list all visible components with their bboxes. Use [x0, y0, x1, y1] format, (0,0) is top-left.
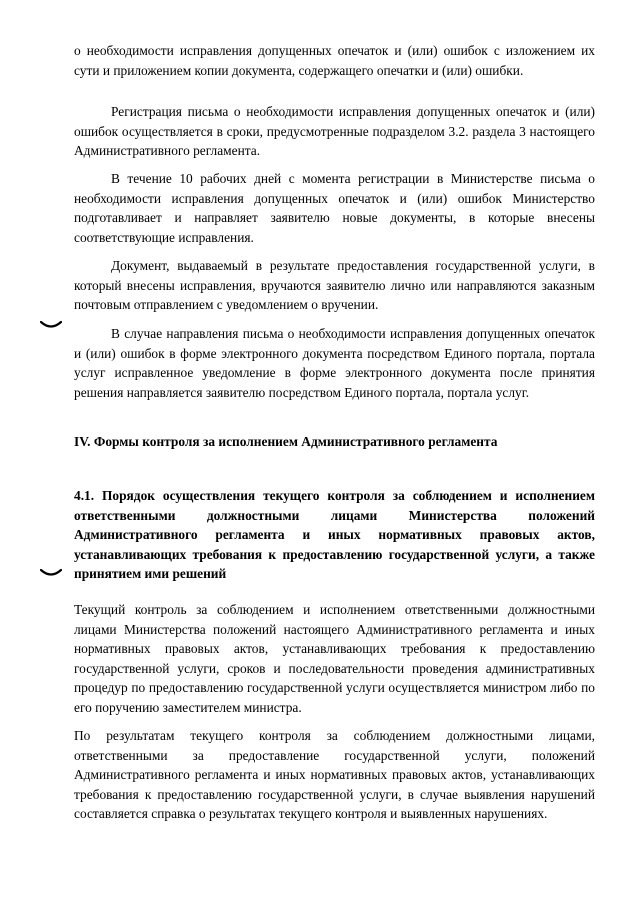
paragraph-current-control: Текущий контроль за соблюдением и исполнением ответственными должностными лицами Министерства положений настоящего Административного регламента и иных нормативных правовых актов, устанавливающих требования к предоставлению государственной услуги, сроков и последовательности проведения административных процедур по предоставлению государственной услуги осуществляется министром либо по его поручению заместителем министра. — [74, 602, 595, 715]
subsection-heading-4-1: 4.1. Порядок осуществления текущего контроля за соблюдением и исполнением ответственными должностными лицами Министерства положений Административного регламента и иных нормативных правовых актов, устанавливающих требования к предоставлению государственной услуги, а также принятием ими решений — [74, 488, 595, 581]
margin-curve-mark — [40, 320, 62, 330]
margin-curve-mark — [40, 568, 62, 578]
paragraph-electronic-form: В случае направления письма о необходимости исправления допущенных опечаток и (или) ошибок в форме электронного документа посредством Единого портала, портала услуг исправленное уведомление в форме электронного документа после принятия решения направляется заявителю посредством Единого портала, портала услуг. — [74, 326, 595, 400]
paragraph-document-issued: Документ, выдаваемый в результате предоставления государственной услуги, в который внесены исправления, вручаются заявителю лично или направляются заказным почтовым отправлением с уведомлением о вручении. — [74, 258, 595, 312]
paragraph-control-results: По результатам текущего контроля за соблюдением должностными лицами, ответственными за предоставление государственной услуги, положений Административного регламента и иных нормативных правовых актов, устанавливающих требования к предоставлению государственной услуги, в случае выявления нарушений составляется справка о результатах текущего контроля и выявленных нарушениях. — [74, 728, 595, 821]
paragraph-continuation: о необходимости исправления допущенных опечаток и (или) ошибок с изложением их сути и приложением копии документа, содержащего опечатки и (или) ошибки. — [74, 43, 595, 78]
paragraph-ten-days: В течение 10 рабочих дней с момента регистрации в Министерстве письма о необходимости исправления допущенных опечаток и (или) ошибок Министерство подготавливает и направляет заявителю новые документы, в которые внесены соответствующие исправления. — [74, 171, 595, 245]
paragraph-registration: Регистрация письма о необходимости исправления допущенных опечаток и (или) ошибок осуществляется в сроки, предусмотренные подразделом 3.2. раздела 3 настоящего Административного регламента. — [74, 104, 595, 158]
section-heading-iv: IV. Формы контроля за исполнением Административного регламента — [74, 434, 498, 449]
